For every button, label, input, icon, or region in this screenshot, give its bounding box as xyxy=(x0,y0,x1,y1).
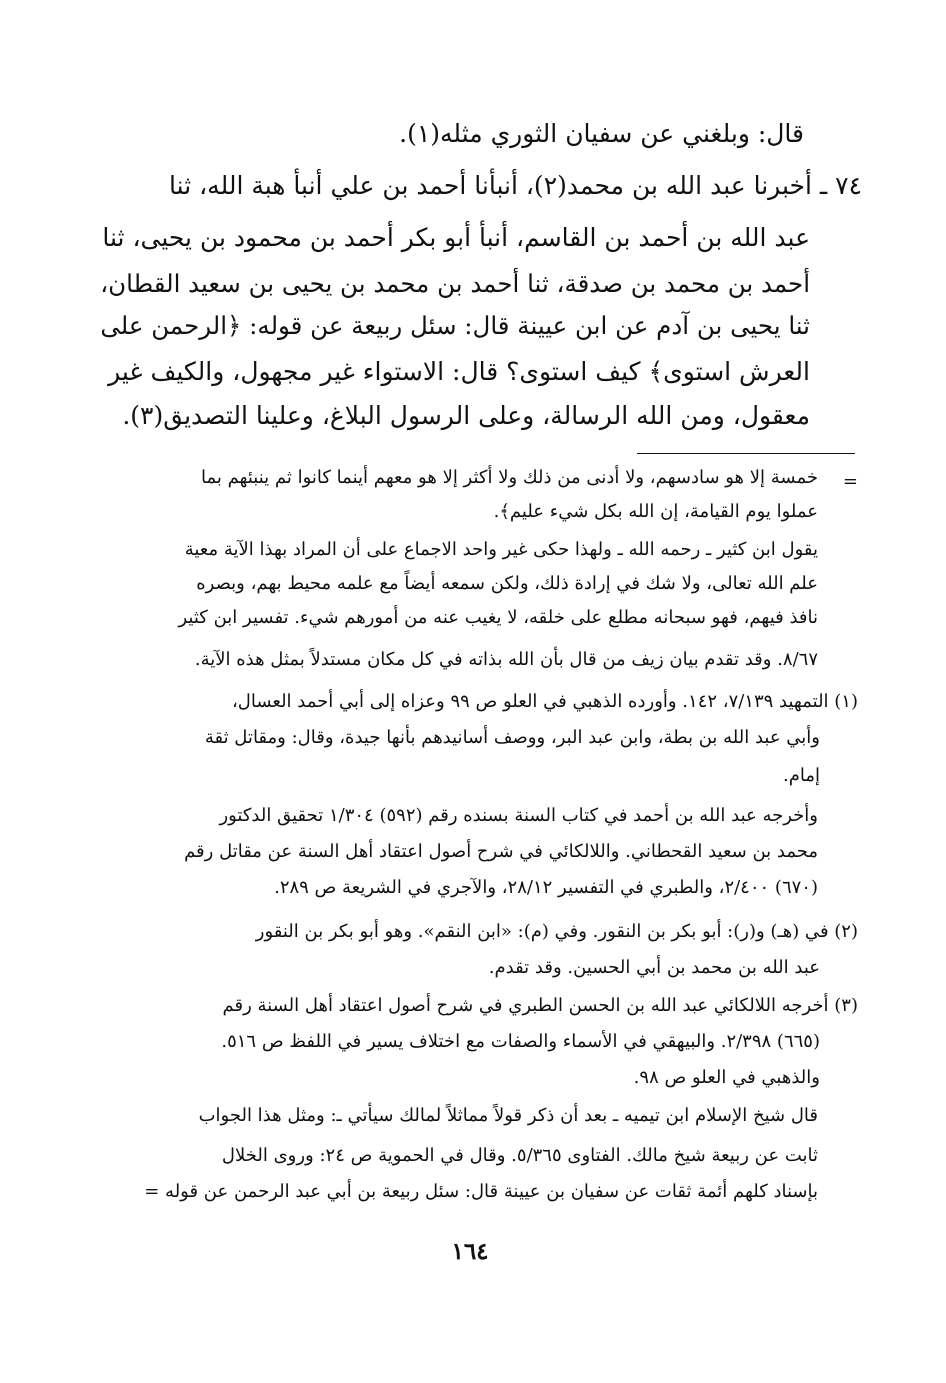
footnote-line: علم الله تعالى، ولا شك في إرادة ذلك، ولكن سمعه أيضاً مع علمه محيط بهم، وبصره xyxy=(196,573,818,594)
main-text-line: العرش استوى﴾ كيف استوى؟ قال: الاستواء غير مجهول، والكيف غير xyxy=(108,357,810,386)
book-page xyxy=(90,0,862,1383)
main-text-line: معقول، ومن الله الرسالة، وعلى الرسول البلاغ، وعلينا التصديق(٣). xyxy=(122,401,810,430)
footnote-line: ثابت عن ربيعة شيخ مالك. الفتاوى ٥/٣٦٥. وقال في الحموية ص ٢٤: وروى الخلال xyxy=(221,1145,818,1166)
footnote-line: خمسة إلا هو سادسهم، ولا أدنى من ذلك ولا أكثر إلا هو معهم أينما كانوا ثم ينبئهم بما xyxy=(200,467,818,488)
footnote-1: (١) التمهيد ٧/١٣٩، ١٤٢. وأورده الذهبي في العلو ص ٩٩ وعزاه إلى أبي أحمد العسال، xyxy=(231,691,858,712)
footnote-line: وأخرجه عبد الله بن أحمد في كتاب السنة بسنده رقم (٥٩٢) ١/٣٠٤ تحقيق الدكتور xyxy=(219,805,818,826)
main-text-line: عبد الله بن أحمد بن القاسم، أنبأ أبو بكر أحمد بن محمود بن يحيى، ثنا xyxy=(102,223,810,252)
main-text-line: ثنا يحيى بن آدم عن ابن عيينة قال: سئل ربيعة عن قوله: ﴿الرحمن على xyxy=(100,311,810,340)
footnote-line: محمد بن سعيد القحطاني. واللالكائي في شرح أصول اعتقاد أهل السنة عن مقاتل رقم xyxy=(184,841,818,862)
footnote-line: ٨/٦٧. وقد تقدم بيان زيف من قال بأن الله بذاته في كل مكان مستدلاً بمثل هذه الآية. xyxy=(194,649,818,670)
footnote-3: (٣) أخرجه اللالكائي عبد الله بن الحسن الطبري في شرح أصول اعتقاد أهل السنة رقم xyxy=(222,995,858,1016)
footnote-line: قال شيخ الإسلام ابن تيميه ـ بعد أن ذكر قولاً مماثلاً لمالك سيأتي ـ: ومثل هذا الجواب xyxy=(198,1105,818,1126)
footnote-2: (٢) في (هـ) و(ر): أبو بكر بن النقور. وفي (م): «ابن النقم». وهو أبو بكر بن النقور xyxy=(255,921,858,942)
footnote-divider xyxy=(637,453,855,454)
footnote-line: يقول ابن كثير ـ رحمه الله ـ ولهذا حكى غير واحد الاجماع على أن المراد بهذا الآية معية xyxy=(184,539,818,560)
hadith-74-first-line: ٧٤ ـ أخبرنا عبد الله بن محمد(٢)، أنبأنا أحمد بن علي أنبأ هبة الله، ثنا xyxy=(169,171,862,200)
footnote-line: والذهبي في العلو ص ٩٨. xyxy=(633,1067,820,1088)
footnote-line: (٦٧٠) ٢/٤٠٠، والطبري في التفسير ٢٨/١٢، والآجري في الشريعة ص ٢٨٩. xyxy=(274,877,818,898)
footnote-line: عبد الله بن محمد بن أبي الحسين. وقد تقدم. xyxy=(488,957,820,978)
main-text-line: أحمد بن محمد بن صدقة، ثنا أحمد بن محمد بن يحيى بن سعيد القطان، xyxy=(100,269,810,298)
footnote-line: وأبي عبد الله بن بطة، وابن عبد البر، ووصف أسانيدهم بأنها جيدة، وقال: ومقاتل ثقة xyxy=(204,727,820,748)
page-number: ١٦٤ xyxy=(451,1238,489,1265)
footnote-line: بإسناد كلهم أئمة ثقات عن سفيان بن عيينة قال: سئل ربيعة بن أبي عبد الرحمن عن قوله = xyxy=(144,1181,818,1202)
footnote-line: (٦٦٥) ٢/٣٩٨. والبيهقي في الأسماء والصفات مع اختلاف يسير في اللفظ ص ٥١٦. xyxy=(221,1031,820,1052)
footnote-line: نافذ فيهم، فهو سبحانه مطلع على خلقه، لا يغيب عنه من أمورهم شيء. تفسير ابن كثير xyxy=(178,607,818,628)
footnote-line: عملوا يوم القيامة، إن الله بكل شيء عليم﴾. xyxy=(493,501,818,522)
main-text-line: قال: وبلغني عن سفيان الثوري مثله(١). xyxy=(399,119,804,148)
footnote-line: إمام. xyxy=(783,765,820,786)
continuation-mark: = xyxy=(842,471,858,492)
